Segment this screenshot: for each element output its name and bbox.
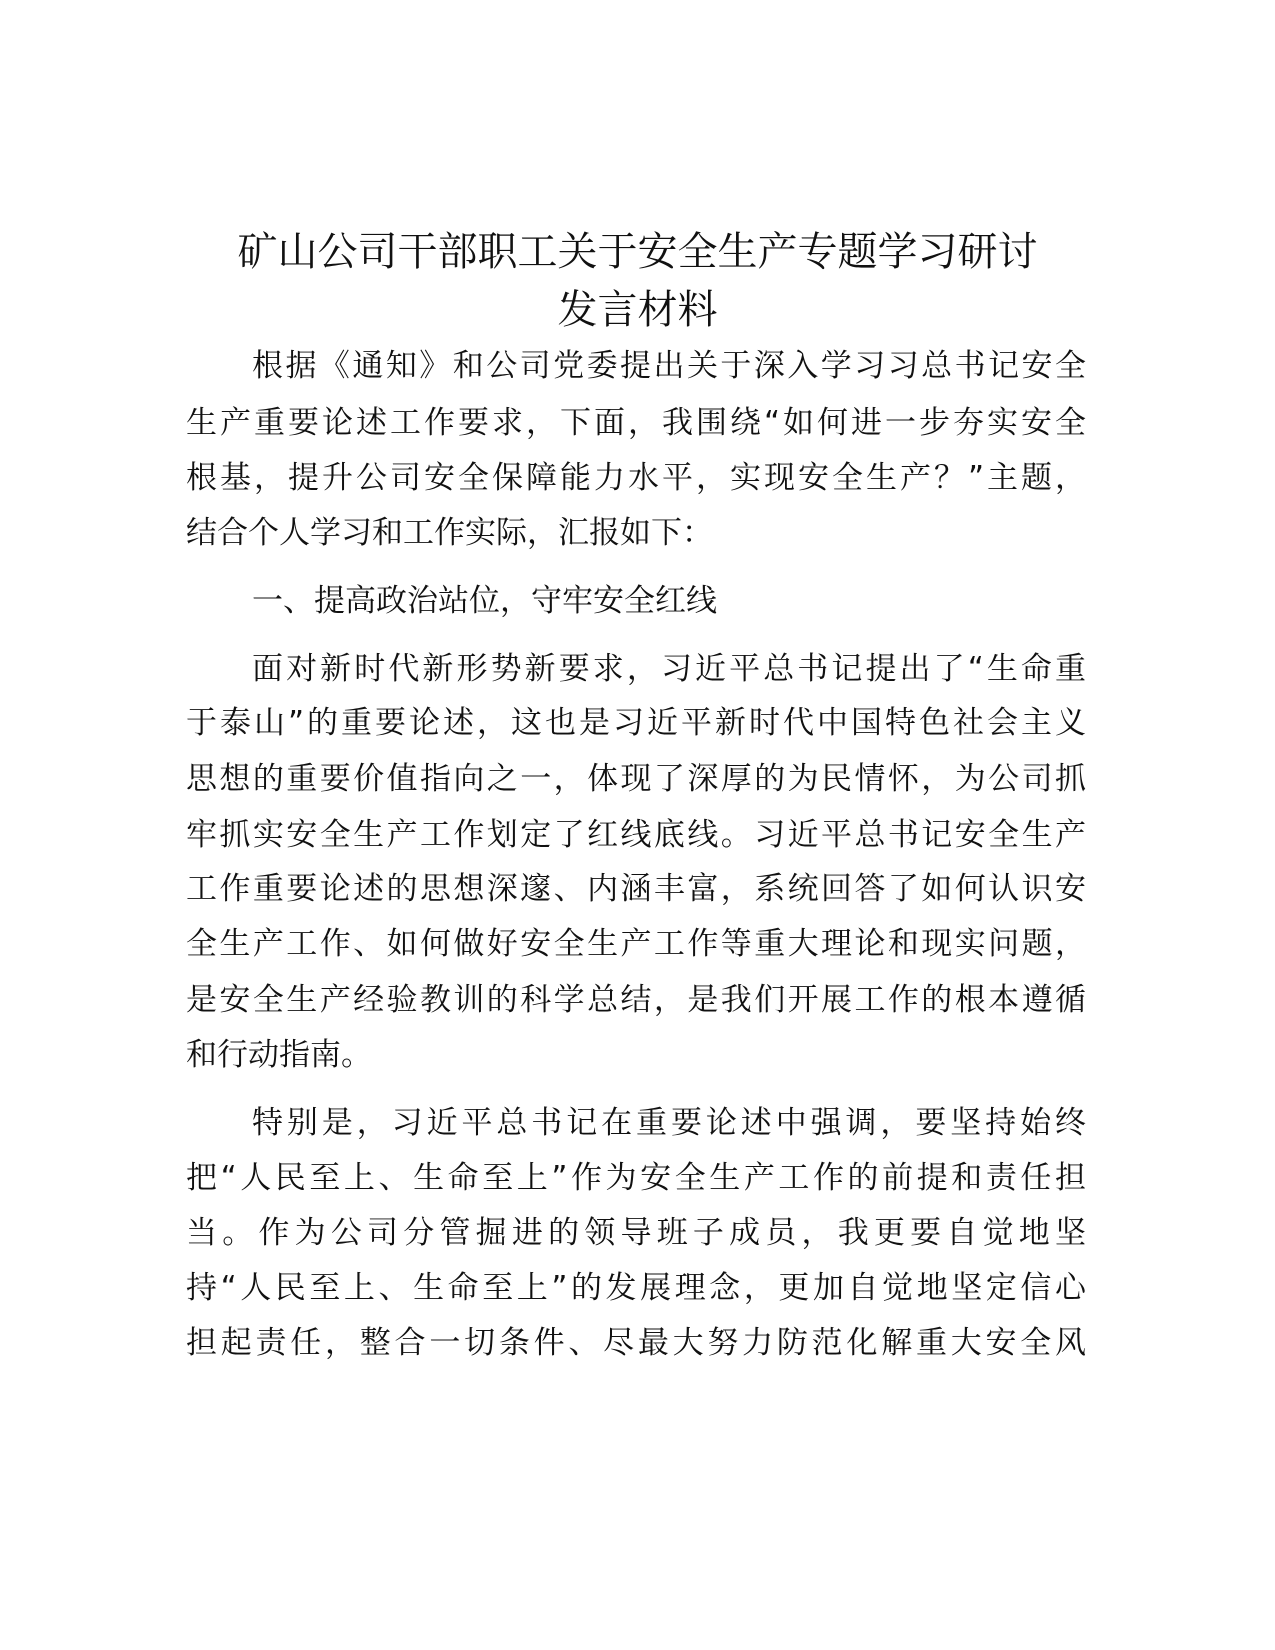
paragraph-3-line-3: 当。作为公司分管掘进的领导班子成员，我更要自觉地坚 [186,1215,1086,1251]
paragraph-2-line-2: 于泰山”的重要论述，这也是习近平新时代中国特色社会主义 [186,705,1086,741]
paragraph-2-line-5: 工作重要论述的思想深邃、内涵丰富，系统回答了如何认识安 [186,871,1086,907]
paragraph-1-line-2: 生产重要论述工作要求，下面，我围绕“如何进一步夯实安全 [186,405,1086,441]
paragraph-2-line-3: 思想的重要价值指向之一，体现了深厚的为民情怀，为公司抓 [186,761,1086,797]
document-title-line-1: 矿山公司干部职工关于安全生产专题学习研讨 [237,229,1038,275]
paragraph-2-line-6: 全生产工作、如何做好安全生产工作等重大理论和现实问题， [186,926,1086,962]
paragraph-3-line-4: 持“人民至上、生命至上”的发展理念，更加自觉地坚定信心 [186,1270,1086,1306]
paragraph-1-line-1: 根据《通知》和公司党委提出关于深入学习习总书记安全 [252,348,1086,384]
paragraph-2-line-7: 是安全生产经验教训的科学总结，是我们开展工作的根本遵循 [186,982,1086,1018]
paragraph-2-line-8: 和行动指南。 [186,1037,372,1073]
paragraph-2-line-1: 面对新时代新形势新要求，习近平总书记提出了“生命重 [252,651,1086,687]
paragraph-3-line-2: 把“人民至上、生命至上”作为安全生产工作的前提和责任担 [186,1160,1086,1196]
section-heading-1: 一、提高政治站位，守牢安全红线 [252,583,717,619]
paragraph-3-line-5: 担起责任，整合一切条件、尽最大努力防范化解重大安全风 [186,1325,1086,1361]
paragraph-1-line-4: 结合个人学习和工作实际，汇报如下： [186,515,713,551]
document-title-line-2: 发言材料 [557,287,718,333]
paragraph-3-line-1: 特别是，习近平总书记在重要论述中强调，要坚持始终 [252,1105,1086,1141]
paragraph-2-line-4: 牢抓实安全生产工作划定了红线底线。习近平总书记安全生产 [186,817,1086,853]
paragraph-1-line-3: 根基，提升公司安全保障能力水平，实现安全生产？”主题， [186,460,1086,496]
